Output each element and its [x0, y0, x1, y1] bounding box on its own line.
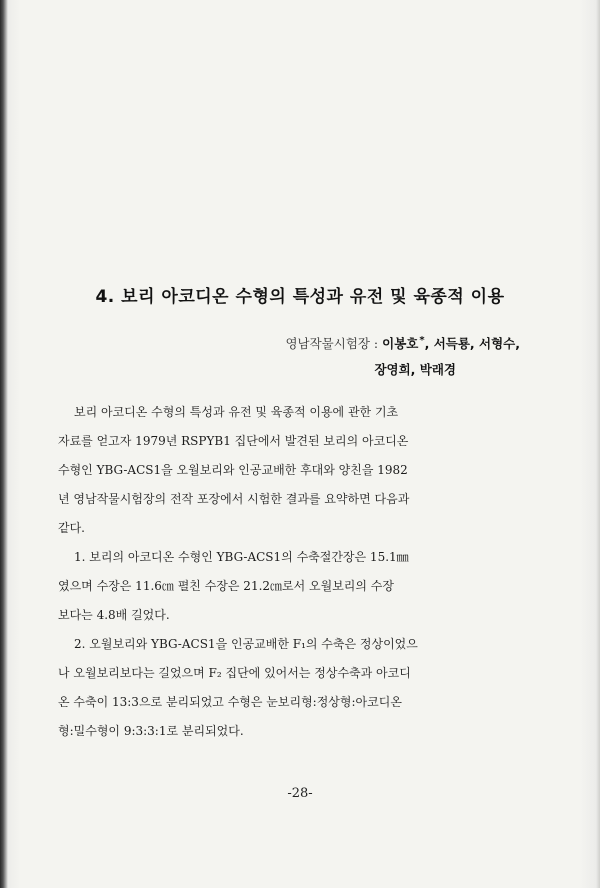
- text-line: 나 오월보리보다는 길었으며 F₂ 집단에 있어서는 정상수축과 아코디: [58, 666, 411, 680]
- author-block: [285, 328, 520, 383]
- text-line: 형:밀수형이 9:3:3:1로 분리되었다.: [58, 724, 244, 738]
- author-footnote-marker: *: [419, 335, 425, 346]
- text-line: 같다.: [58, 521, 85, 535]
- text-line: 년 영남작물시험장의 전작 포장에서 시험한 결과를 요약하면 다음과: [58, 492, 410, 506]
- author-affiliation: 영남작물시험장 :: [285, 336, 383, 352]
- author-names-line2: 장영희, 박래경: [374, 362, 456, 378]
- document-body: [58, 398, 538, 746]
- text-line: 보리 아코디온 수형의 특성과 유전 및 육종적 이용에 관한 기초: [74, 405, 399, 419]
- text-line: 보다는 4.8배 길었다.: [58, 608, 170, 622]
- document-title: 4. 보리 아코디온 수형의 특성과 유전 및 육종적 이용: [95, 287, 505, 307]
- text-line: 자료를 얻고자 1979년 RSPYB1 집단에서 발견된 보리의 아코디온: [58, 434, 409, 448]
- text-line: 였으며 수장은 11.6㎝ 펼친 수장은 21.2㎝로서 오월보리의 수장: [58, 579, 394, 593]
- text-line: 1. 보리의 아코디온 수형인 YBG-ACS1의 수축절간장은 15.1㎜: [74, 550, 409, 564]
- author-names-line1: 이봉호*, 서득룡, 서형수,: [382, 335, 520, 352]
- text-line: 수형인 YBG-ACS1을 오월보리와 인공교배한 후대와 양친을 1982: [58, 463, 408, 477]
- text-line: 2. 오월보리와 YBG-ACS1을 인공교배한 F₁의 수축은 정상이었으: [74, 637, 418, 651]
- page-number: -28-: [287, 786, 313, 801]
- text-line: 온 수축이 13:3으로 분리되었고 수형은 눈보리형:정상형:아코디온: [58, 695, 402, 709]
